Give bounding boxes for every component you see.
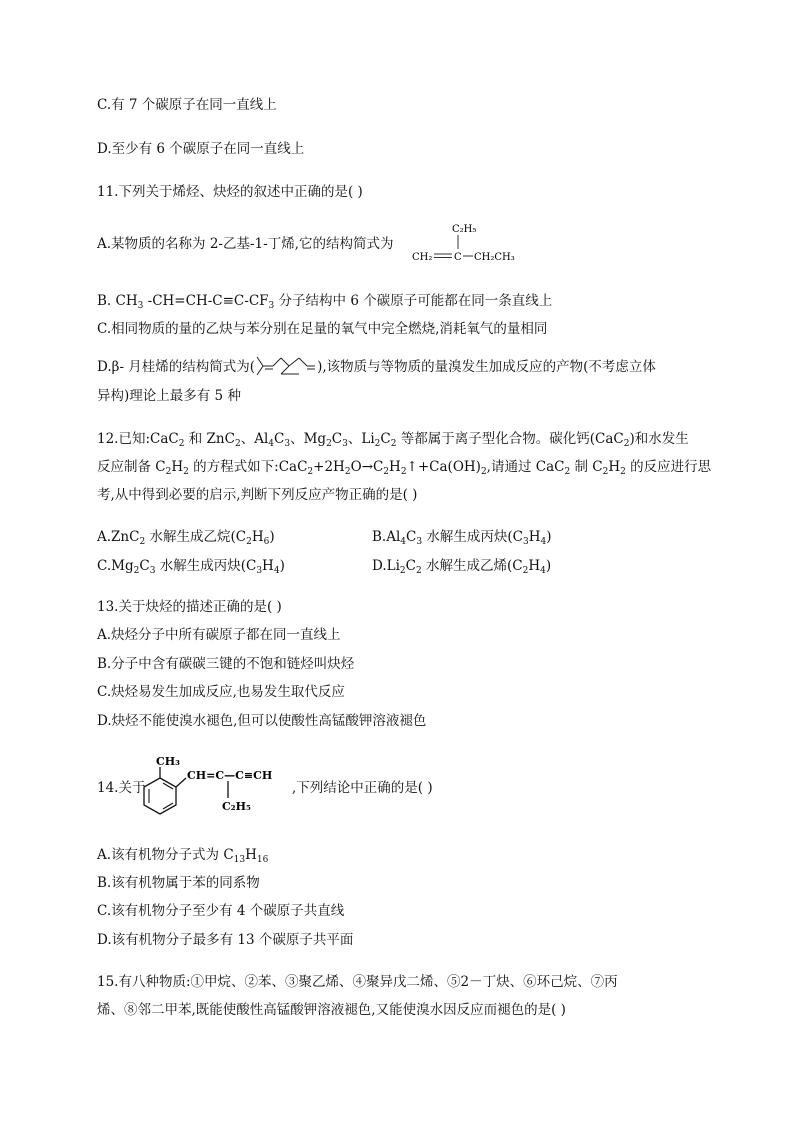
q10-option-d: D.至少有 6 个碳原子在同一直线上 — [97, 141, 305, 157]
q12-stem-line3: 考,从中得到必要的启示,判断下列反应产物正确的是( ) — [97, 487, 418, 503]
q11-option-d: D.β- 月桂烯的结构简式为( ),该物质与等物质的量溴发生加成反应的产物(不考虑立体 — [97, 355, 656, 377]
struct-center-c: C — [454, 252, 462, 263]
q14-option-d: D.该有机物分子最多有 13 个碳原子共平面 — [97, 932, 354, 948]
q13-option-c: C.炔烃易发生加成反应,也易发生取代反应 — [97, 684, 345, 700]
q11-option-b: B. $CH_3$ $-CH=CH-C\equiv C-CF_3$ 分子结构中 6 个碳原子可能都在同一条直线上 — [97, 293, 553, 311]
struct-right-ch2ch3: CH₂CH₃ — [474, 252, 515, 263]
q10-option-c: C.有 7 个碳原子在同一直线上 — [97, 97, 277, 113]
q11-option-a: A.某物质的名称为 2-乙基-1-丁烯,它的结构简式为 — [97, 236, 394, 252]
q12-option-c: $C.Mg_2C_3$ 水解生成丙炔$(C_3H_4)$ — [97, 558, 285, 576]
q14-stem-prefix: 14.关于 — [97, 780, 146, 796]
beta-myrcene-skeletal-structure — [255, 355, 317, 377]
struct-ch3: CH₃ — [156, 755, 180, 768]
q14-structure-benzene-enyne — [142, 754, 294, 824]
q12-option-b: $B.Al_4C_3$ 水解生成丙炔$(C_3H_4)$ — [372, 529, 552, 547]
q14-option-b: B.该有机物属于苯的同系物 — [97, 875, 260, 891]
struct-main-chain: CH=C—C≡CH — [187, 769, 273, 782]
q12-option-a: A.ZnC$_2$ 水解生成乙烷$(C_2H_6)$ — [97, 529, 275, 547]
q14-stem-suffix: ,下列结论中正确的是( ) — [292, 780, 433, 796]
struct-left-ch2: CH₂ — [412, 252, 433, 263]
q12-stem-line2: 反应制备 $C_2H_2$ 的方程式如下$:CaC_2+2H_2O\to C_2H_2↑+Ca(OH)_2$,请通过 CaC$_2$ 制 $C_2H_2$ 的反应进行思 — [97, 459, 712, 477]
q12-option-d: $D.Li_2C_2$ 水解生成乙烯$(C_2H_4)$ — [372, 558, 552, 576]
q13-option-d: D.炔烃不能使溴水褪色,但可以使酸性高锰酸钾溶液褪色 — [97, 713, 427, 729]
q12-stem-line1: 12.已知:CaC$_2$ 和 ZnC$_2$、$Al_4C_3$、$Mg_2C_3$、$Li_2C_2$ 等都属于离子型化合物。碳化钙(CaC$_2$)和水发生 — [97, 431, 689, 449]
q11-stem: 11.下列关于烯烃、炔烃的叙述中正确的是( ) — [97, 184, 363, 200]
q14-option-c: C.该有机物分子至少有 4 个碳原子共直线 — [97, 903, 345, 919]
q14-option-a: A.该有机物分子式为 $C_{13}H_{16}$ — [97, 847, 269, 865]
struct-c2h5: C₂H₅ — [222, 800, 251, 813]
q11-option-c: C.相同物质的量的乙炔与苯分别在足量的氧气中完全燃烧,消耗氧气的量相同 — [97, 321, 548, 337]
q15-stem-line2: 烯、⑧邻二甲苯,既能使酸性高锰酸钾溶液褪色,又能使溴水因反应而褪色的是( ) — [97, 1002, 566, 1018]
struct-top-c2h5: C₂H₅ — [452, 224, 477, 235]
q13-option-a: A.炔烃分子中所有碳原子都在同一直线上 — [97, 627, 341, 643]
q11-option-d-line2: 异构)理论上最多有 5 种 — [97, 388, 241, 404]
q11-structure-2-ethyl-1-butene — [410, 218, 530, 266]
q13-stem: 13.关于炔烃的描述正确的是( ) — [97, 599, 282, 615]
q15-stem-line1: 15.有八种物质:①甲烷、②苯、③聚乙烯、④聚异戊二烯、⑤2－丁炔、⑥环己烷、⑦丙 — [97, 974, 618, 990]
q13-option-b: B.分子中含有碳碳三键的不饱和链烃叫炔烃 — [97, 656, 355, 672]
